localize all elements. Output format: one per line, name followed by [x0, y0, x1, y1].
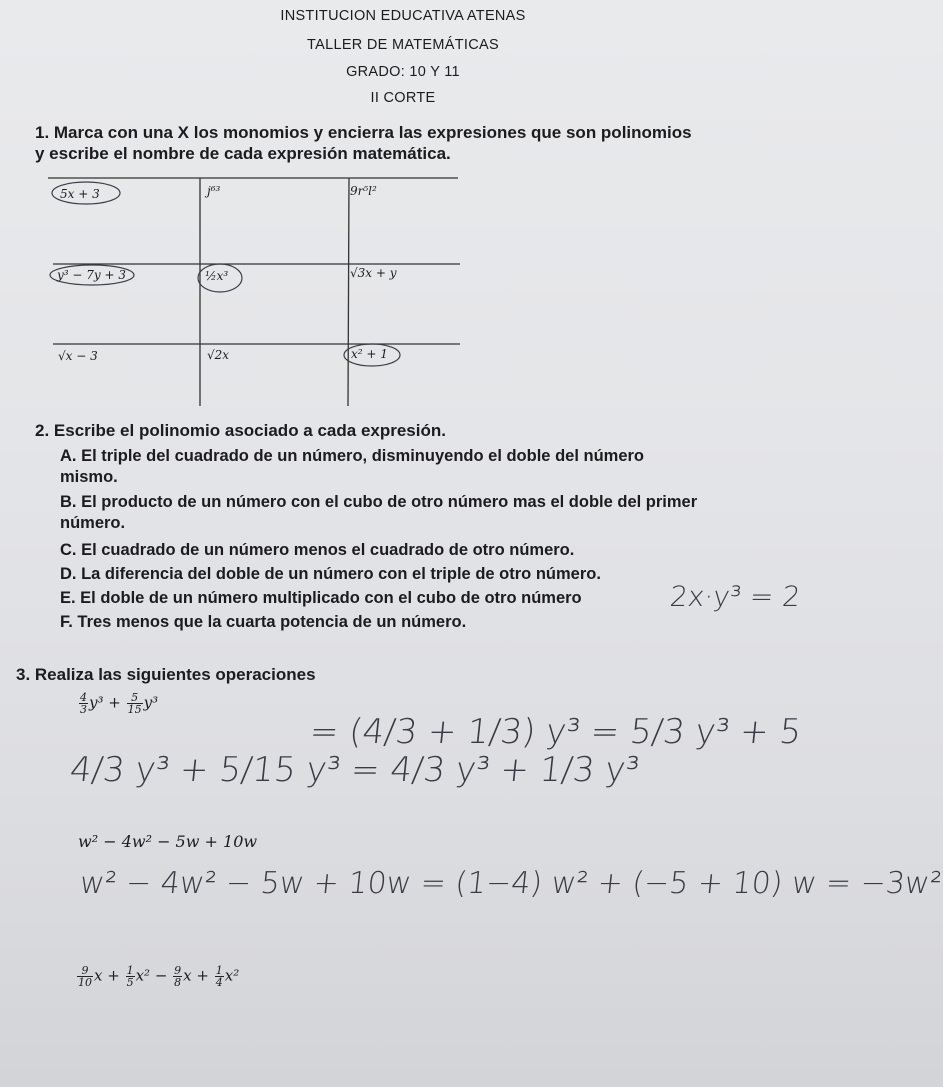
grade-label: GRADO: 10 Y 11: [346, 64, 460, 80]
cell-2-2: ½x³: [205, 269, 229, 283]
q2-item-c: C. El cuadrado de un número menos el cuadrado de otro número.: [60, 541, 575, 559]
operation-1: $\frac{4}{3}$ y³ + $\frac{5}{15}$ y³: [80, 691, 159, 716]
cell-2-3: √3x + y: [350, 266, 397, 280]
handwritten-op1-b: 4/3 y³ + 5/15 y³ = 4/3 y³ + 1/3 y³: [67, 750, 642, 790]
cell-3-1: √x − 3: [58, 349, 98, 363]
workshop-title: TALLER DE MATEMÁTICAS: [307, 37, 499, 53]
school-name: INSTITUCION EDUCATIVA ATENAS: [280, 8, 526, 24]
cell-1-2: j⁶³: [207, 184, 221, 198]
q2-item-e: E. El doble de un número multiplicado con el cubo de otro número: [60, 589, 582, 607]
handwritten-answer-e: 2x·y³ = 2: [668, 580, 802, 613]
cell-1-3: 9r⁵l²: [350, 184, 377, 198]
question-3-title: 3. Realiza las siguientes operaciones: [16, 665, 316, 684]
question-1-text: 1. Marca con una X los monomios y encierra las expresiones que son polinomios y escribe el nombre de cada expresión matemática.: [35, 123, 692, 163]
cell-3-3: x² + 1: [351, 347, 388, 361]
q2-item-f: F. Tres menos que la cuarta potencia de un número.: [60, 613, 467, 631]
cell-1-1: 5x + 3: [60, 187, 100, 201]
cell-2-1: y³ − 7y + 3: [57, 268, 127, 282]
cell-3-2: √2x: [207, 348, 230, 362]
term-label: II CORTE: [370, 90, 436, 106]
q2-item-b: B. El producto de un número con el cubo de otro número mas el doble del primer número.: [60, 493, 698, 532]
q2-item-d: D. La diferencia del doble de un número con el triple de otro número.: [60, 565, 601, 583]
handwritten-op1-a: = (4/3 + 1/3) y³ = 5/3 y³ + 5: [307, 712, 804, 752]
q2-item-a: A. El triple del cuadrado de un número, disminuyendo el doble del número mismo.: [60, 447, 644, 486]
operation-3: $\frac{9}{10}$ x + $\frac{1}{5}$ x² − $\frac{9}{8}$ x + $\frac{1}{4}$ x²: [78, 964, 240, 989]
handwritten-op2: w² − 4w² − 5w + 10w = (1−4) w² + (−5 + 10) w = −3w²: [78, 866, 943, 901]
operation-2: w² − 4w² − 5w + 10w: [78, 832, 258, 851]
expressions-table: [48, 178, 468, 410]
question-2-title: 2. Escribe el polinomio asociado a cada expresión.: [35, 421, 446, 440]
